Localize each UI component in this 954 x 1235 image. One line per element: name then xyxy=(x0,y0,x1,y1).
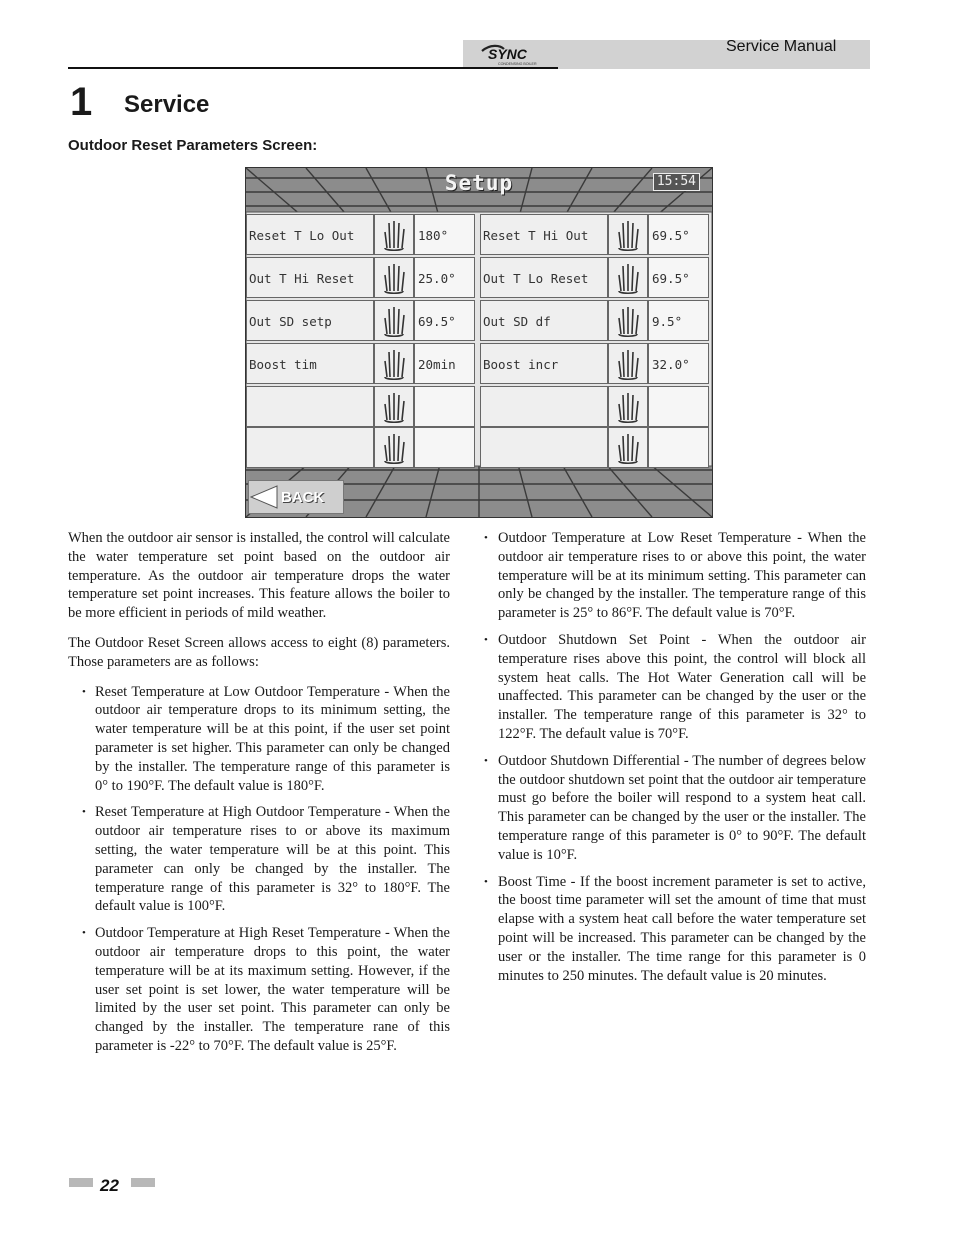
param-value[interactable]: 69.5° xyxy=(648,214,709,255)
parameters-intro-paragraph: The Outdoor Reset Screen allows access to eight (8) parameters. Those parameters are as follows: xyxy=(68,634,450,670)
right-text-column xyxy=(484,529,866,993)
hand-icon[interactable] xyxy=(374,427,414,468)
param-label: Reset T Lo Out xyxy=(246,214,374,255)
hand-icon[interactable] xyxy=(374,386,414,427)
subsection-title: Outdoor Reset Parameters Screen: xyxy=(68,137,318,154)
header-rule xyxy=(68,67,558,69)
logo-text: SYNC xyxy=(488,46,527,62)
param-label: Reset T Hi Out xyxy=(480,214,608,255)
manual-title: Service Manual xyxy=(726,38,837,55)
back-arrow-icon xyxy=(249,484,279,510)
param-value[interactable]: 25.0° xyxy=(414,257,475,298)
param-label: Out T Lo Reset xyxy=(480,257,608,298)
footer-bar-left xyxy=(69,1178,93,1187)
list-item: • Boost Time - If the boost increment parameter is set to active, the boost time parameter will set the amount of time that must elapse with a system heat call before the water temperature set point will be increased. This parameter can be changed by the user or the installer. The time range for this parameter is 0 minutes to 250 minutes. The default value is 20 minutes. xyxy=(484,873,866,986)
hand-icon[interactable] xyxy=(608,300,648,341)
param-row[interactable] xyxy=(480,300,709,341)
param-label: Out T Hi Reset xyxy=(246,257,374,298)
hand-icon[interactable] xyxy=(608,214,648,255)
param-label xyxy=(246,386,374,427)
param-row[interactable] xyxy=(480,343,709,384)
parameter-list-right xyxy=(484,529,866,985)
param-row[interactable] xyxy=(246,300,475,341)
parameter-list-left xyxy=(68,683,450,1056)
param-value[interactable]: 9.5° xyxy=(648,300,709,341)
param-row[interactable] xyxy=(480,214,709,255)
param-value[interactable]: 69.5° xyxy=(414,300,475,341)
param-value[interactable] xyxy=(648,386,709,427)
list-item: • Reset Temperature at Low Outdoor Temperature - When the outdoor air temperature drops to its minimum setting, the water temperature will be at this point, if the user set point parameter is set higher. This parameter can only be changed by the installer. The temperature range of this parameter is 0° to 190°F. The default value is 180°F. xyxy=(68,683,450,796)
hand-icon[interactable] xyxy=(374,300,414,341)
list-item: • Outdoor Shutdown Differential - The number of degrees below the outdoor shutdown set point that the outdoor air temperature must go before the boiler will respond to a system heat call. This parameter can be changed by the user or the installer. The temperature range of this parameter is 0° to 90°F. The default value is 10°F. xyxy=(484,752,866,865)
hand-icon[interactable] xyxy=(374,343,414,384)
back-label: BACK xyxy=(281,488,325,506)
param-row[interactable] xyxy=(246,386,475,427)
list-item: • Outdoor Shutdown Set Point - When the outdoor air temperature rises above this point, the control will block all system heat calls. The Hot Water Generation call will be unaffected. This parameter can be changed by the user or the installer. The temperature range of this parameter is 32° to 122°F. The default value is 70°F. xyxy=(484,631,866,744)
param-row[interactable] xyxy=(480,427,709,468)
param-row[interactable] xyxy=(480,386,709,427)
param-label: Boost incr xyxy=(480,343,608,384)
param-label: Out SD setp xyxy=(246,300,374,341)
section-number: 1 xyxy=(70,80,93,124)
sync-logo xyxy=(478,42,550,66)
back-button[interactable] xyxy=(248,480,344,514)
param-label xyxy=(246,427,374,468)
intro-paragraph: When the outdoor air sensor is installed, the control will calculate the water temperature set point based on the outdoor air temperature. As the outdoor air temperature drops the water temperature set point increases. This feature allows the boiler to be more efficient in periods of mild weather. xyxy=(68,530,450,622)
hand-icon[interactable] xyxy=(374,214,414,255)
section-title: Service xyxy=(124,91,210,118)
list-item: • Outdoor Temperature at High Reset Temperature - When the outdoor air temperature drops to this point, the water temperature will be at its maximum setting. However, if the user set point is set lower, the water temperature will be limited by the user set point. This parameter can only be changed by the installer. The temperature rane of this parameter is -22° to 70°F. The default value is 25°F. xyxy=(68,924,450,1056)
param-row[interactable] xyxy=(246,427,475,468)
screen-clock: 15:54 xyxy=(653,173,700,191)
param-value[interactable]: 32.0° xyxy=(648,343,709,384)
param-row[interactable] xyxy=(246,257,475,298)
param-label: Out SD df xyxy=(480,300,608,341)
param-label xyxy=(480,386,608,427)
param-row[interactable] xyxy=(480,257,709,298)
hand-icon[interactable] xyxy=(608,386,648,427)
page-number: 22 xyxy=(100,1176,119,1195)
screen-title: Setup xyxy=(444,171,514,195)
left-text-column xyxy=(68,529,450,1064)
param-value[interactable] xyxy=(414,386,475,427)
logo-tagline: CONDENSING BOILER xyxy=(498,62,537,66)
hand-icon[interactable] xyxy=(608,427,648,468)
list-item: • Reset Temperature at High Outdoor Temperature - When the outdoor air temperature rises to or above its maximum setting, the water temperature will be at this point. This parameter can only be changed by the installer. The temperature range of this parameter is 32° to 180°F. The default value is 100°F. xyxy=(68,803,450,916)
hand-icon[interactable] xyxy=(608,257,648,298)
list-item: • Outdoor Temperature at Low Reset Temperature - When the outdoor air temperature rises to or above this point, the water temperature will be at its minimum setting. This parameter can only be changed by the installer. The temperature range of this parameter is 25° to 86°F. The default value is 70°F. xyxy=(484,529,866,623)
param-value[interactable] xyxy=(414,427,475,468)
param-label xyxy=(480,427,608,468)
hand-icon[interactable] xyxy=(374,257,414,298)
param-value[interactable]: 20min xyxy=(414,343,475,384)
param-row[interactable] xyxy=(246,343,475,384)
param-value[interactable]: 180° xyxy=(414,214,475,255)
hand-icon[interactable] xyxy=(608,343,648,384)
setup-screen-image xyxy=(245,167,713,518)
param-label: Boost tim xyxy=(246,343,374,384)
param-value[interactable]: 69.5° xyxy=(648,257,709,298)
footer-bar-right xyxy=(131,1178,155,1187)
param-value[interactable] xyxy=(648,427,709,468)
param-row[interactable] xyxy=(246,214,475,255)
